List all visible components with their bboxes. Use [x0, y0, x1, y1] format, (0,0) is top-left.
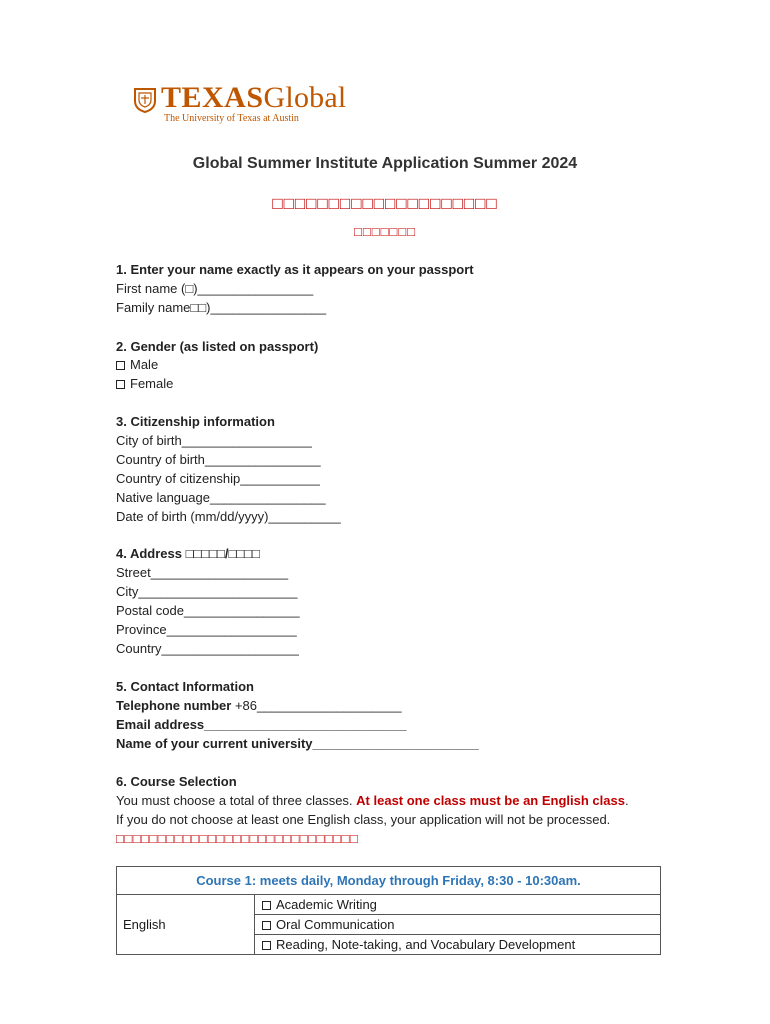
course-instruction-2: If you do not choose at least one English class, your application will not be processed. — [116, 812, 611, 827]
page-title: Global Summer Institute Application Summer 2024 — [192, 155, 578, 172]
checkbox-icon[interactable] — [262, 901, 271, 910]
logo-wordmark: TEXASGlobal — [161, 81, 347, 114]
section-gender-heading: 2. Gender (as listed on passport) — [116, 339, 319, 354]
checkbox-icon[interactable] — [116, 361, 125, 370]
course-option-academic-writing[interactable]: Academic Writing — [255, 895, 661, 915]
checkbox-icon[interactable] — [262, 921, 271, 930]
country-of-birth-field[interactable]: Country of birth________________ — [116, 452, 321, 467]
section-address-heading: 4. Address □□□□□/□□□□ — [116, 546, 260, 561]
logo-subtitle: The University of Texas at Austin — [164, 113, 299, 124]
section-name-heading: 1. Enter your name exactly as it appears on your passport — [116, 262, 474, 277]
ut-seal-icon — [133, 87, 157, 113]
checkbox-icon[interactable] — [262, 941, 271, 950]
section-citizenship-heading: 3. Citizenship information — [116, 414, 275, 429]
english-requirement-note: At least one class must be an English class — [356, 793, 625, 808]
first-name-field[interactable]: First name (□)________________ — [116, 281, 314, 296]
native-language-field[interactable]: Native language________________ — [116, 490, 326, 505]
country-field[interactable]: Country___________________ — [116, 641, 299, 656]
university-field[interactable]: Name of your current university_______________________ — [116, 736, 479, 751]
telephone-label: Telephone number — [116, 698, 232, 713]
email-field[interactable]: Email address____________________________ — [116, 717, 407, 732]
checkbox-icon[interactable] — [116, 380, 125, 389]
telephone-field[interactable] — [116, 698, 402, 714]
chinese-subtitle: □□□□□□□ — [354, 224, 416, 239]
country-of-citizenship-field[interactable]: Country of citizenship___________ — [116, 471, 320, 486]
course-option-reading-notetaking[interactable]: Reading, Note-taking, and Vocabulary Development — [255, 935, 661, 955]
section-course-heading: 6. Course Selection — [116, 774, 237, 789]
course-1-header: Course 1: meets daily, Monday through Friday, 8:30 - 10:30am. — [117, 867, 661, 895]
city-field[interactable]: City______________________ — [116, 584, 298, 599]
telephone-value: +86____________________ — [231, 698, 402, 713]
section-contact-heading: 5. Contact Information — [116, 679, 254, 694]
province-field[interactable]: Province__________________ — [116, 622, 297, 637]
street-field[interactable]: Street___________________ — [116, 565, 289, 580]
texas-global-logo — [133, 82, 363, 126]
course-1-table — [116, 866, 661, 955]
course-instruction-chinese: □□□□□□□□□□□□□□□□□□□□□□□□□□□□□ — [116, 831, 359, 846]
family-name-field[interactable]: Family name□□)________________ — [116, 300, 327, 315]
course-instruction-1: You must choose a total of three classes. At least one class must be an English class. — [116, 793, 629, 808]
postal-code-field[interactable]: Postal code________________ — [116, 603, 300, 618]
gender-option-male[interactable]: Male — [116, 357, 158, 373]
city-of-birth-field[interactable]: City of birth__________________ — [116, 433, 312, 448]
course-subject-english: English — [117, 895, 255, 955]
date-of-birth-field[interactable]: Date of birth (mm/dd/yyyy)__________ — [116, 509, 341, 524]
course-option-oral-communication[interactable]: Oral Communication — [255, 915, 661, 935]
gender-option-female[interactable]: Female — [116, 376, 173, 392]
chinese-title: □□□□□□□□□□□□□□□□□□□□ — [272, 194, 498, 213]
